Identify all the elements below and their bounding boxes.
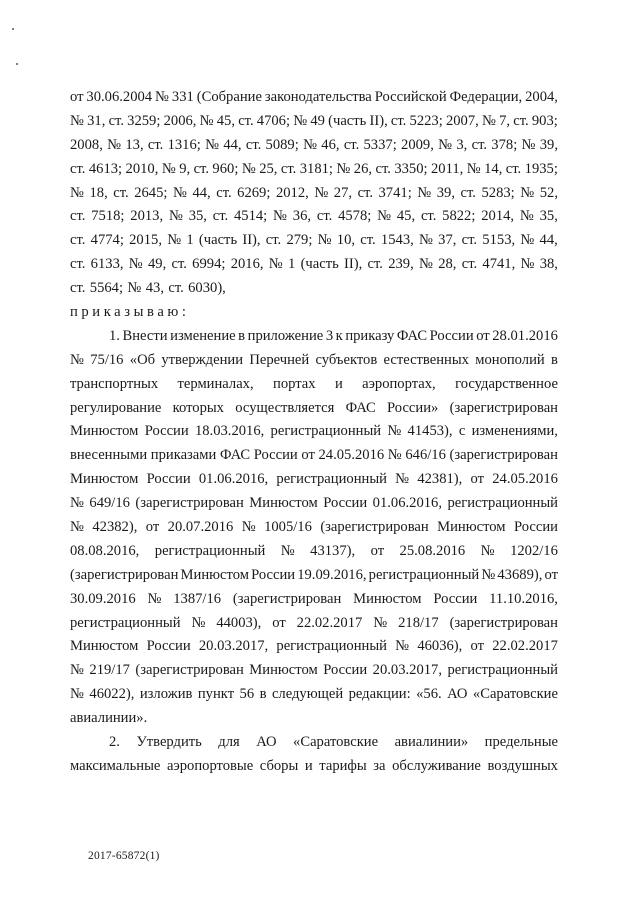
text-line: № 75/16 «Об утверждении Перечней субъектов естественных монополий в <box>70 351 558 368</box>
text-line: № 18, ст. 2645; № 44, ст. 6269; 2012, № 27, ст. 3741; № 39, ст. 5283; № 52, <box>70 184 558 201</box>
text-line: ст. 7518; 2013, № 35, ст. 4514; № 36, ст. 4578; № 45, ст. 5822; 2014, № 35, <box>70 208 558 225</box>
text-line: Минюстом России 20.03.2017, регистрационный № 46036), от 22.02.2017 <box>70 638 558 655</box>
text-line: ст. 4774; 2015, № 1 (часть II), ст. 279; № 10, ст. 1543, № 37, ст. 5153, № 44, <box>70 232 558 249</box>
text-line: 1. Внести изменение в приложение 3 к приказу ФАС России от 28.01.2016 <box>109 327 558 344</box>
scan-speck <box>16 63 18 65</box>
text-line: внесенными приказами ФАС России от 24.05.2016 № 646/16 (зарегистрирован <box>70 447 558 464</box>
scan-speck <box>12 28 14 30</box>
text-line: транспортных терминалах, портах и аэропортах, государственное <box>70 375 558 392</box>
document-body <box>70 86 558 779</box>
order-word: приказываю: <box>70 304 190 321</box>
text-line: 2008, № 13, ст. 1316; № 44, ст. 5089; № 46, ст. 5337; 2009, № 3, ст. 378; № 39, <box>70 136 558 153</box>
text-line: авиалинии». <box>70 710 148 727</box>
text-line: № 31, ст. 3259; 2006, № 45, ст. 4706; № 49 (часть II), ст. 5223; 2007, № 7, ст. 903; <box>70 112 558 129</box>
text-line: регистрационный № 44003), от 22.02.2017 № 218/17 (зарегистрирован <box>70 614 558 631</box>
text-line: 08.08.2016, регистрационный № 43137), от 25.08.2016 № 1202/16 <box>70 542 558 559</box>
text-line: ст. 5564; № 43, ст. 6030), <box>70 280 226 297</box>
paragraph-intro <box>70 86 558 301</box>
document-registration-code: 2017-65872(1) <box>88 850 160 862</box>
text-line: № 649/16 (зарегистрирован Минюстом России 01.06.2016, регистрационный <box>70 495 558 512</box>
text-line: ст. 6133, № 49, ст. 6994; 2016, № 1 (часть II), ст. 239, № 28, ст. 4741, № 38, <box>70 256 558 273</box>
text-line: Минюстом России 18.03.2016, регистрационный № 41453), с изменениями, <box>70 423 558 440</box>
text-line: № 42382), от 20.07.2016 № 1005/16 (зарегистрирован Минюстом России <box>70 519 558 536</box>
text-line: (зарегистрирован Минюстом России 19.09.2016, регистрационный № 43689), от <box>70 566 558 583</box>
order-word-line <box>70 301 558 325</box>
text-line: № 46022), изложив пункт 56 в следующей редакции: «56. АО «Саратовские <box>70 686 558 703</box>
text-line: ст. 4613; 2010, № 9, ст. 960; № 25, ст. 3181; № 26, ст. 3350; 2011, № 14, ст. 1935; <box>70 160 558 177</box>
text-line: Минюстом России 01.06.2016, регистрационный № 42381), от 24.05.2016 <box>70 471 558 488</box>
paragraph-2 <box>70 731 558 779</box>
text-line: максимальные аэропортовые сборы и тарифы за обслуживание воздушных <box>70 757 558 774</box>
text-line: регулирование которых осуществляется ФАС России» (зарегистрирован <box>70 399 558 416</box>
paragraph-1 <box>70 325 558 731</box>
text-line: 2. Утвердить для АО «Саратовские авиалинии» предельные <box>109 734 558 751</box>
text-line: № 219/17 (зарегистрирован Минюстом России 20.03.2017, регистрационный <box>70 662 558 679</box>
text-line: 30.09.2016 № 1387/16 (зарегистрирован Минюстом России 11.10.2016, <box>70 590 558 607</box>
text-line: от 30.06.2004 № 331 (Собрание законодательства Российской Федерации, 2004, <box>70 89 558 105</box>
